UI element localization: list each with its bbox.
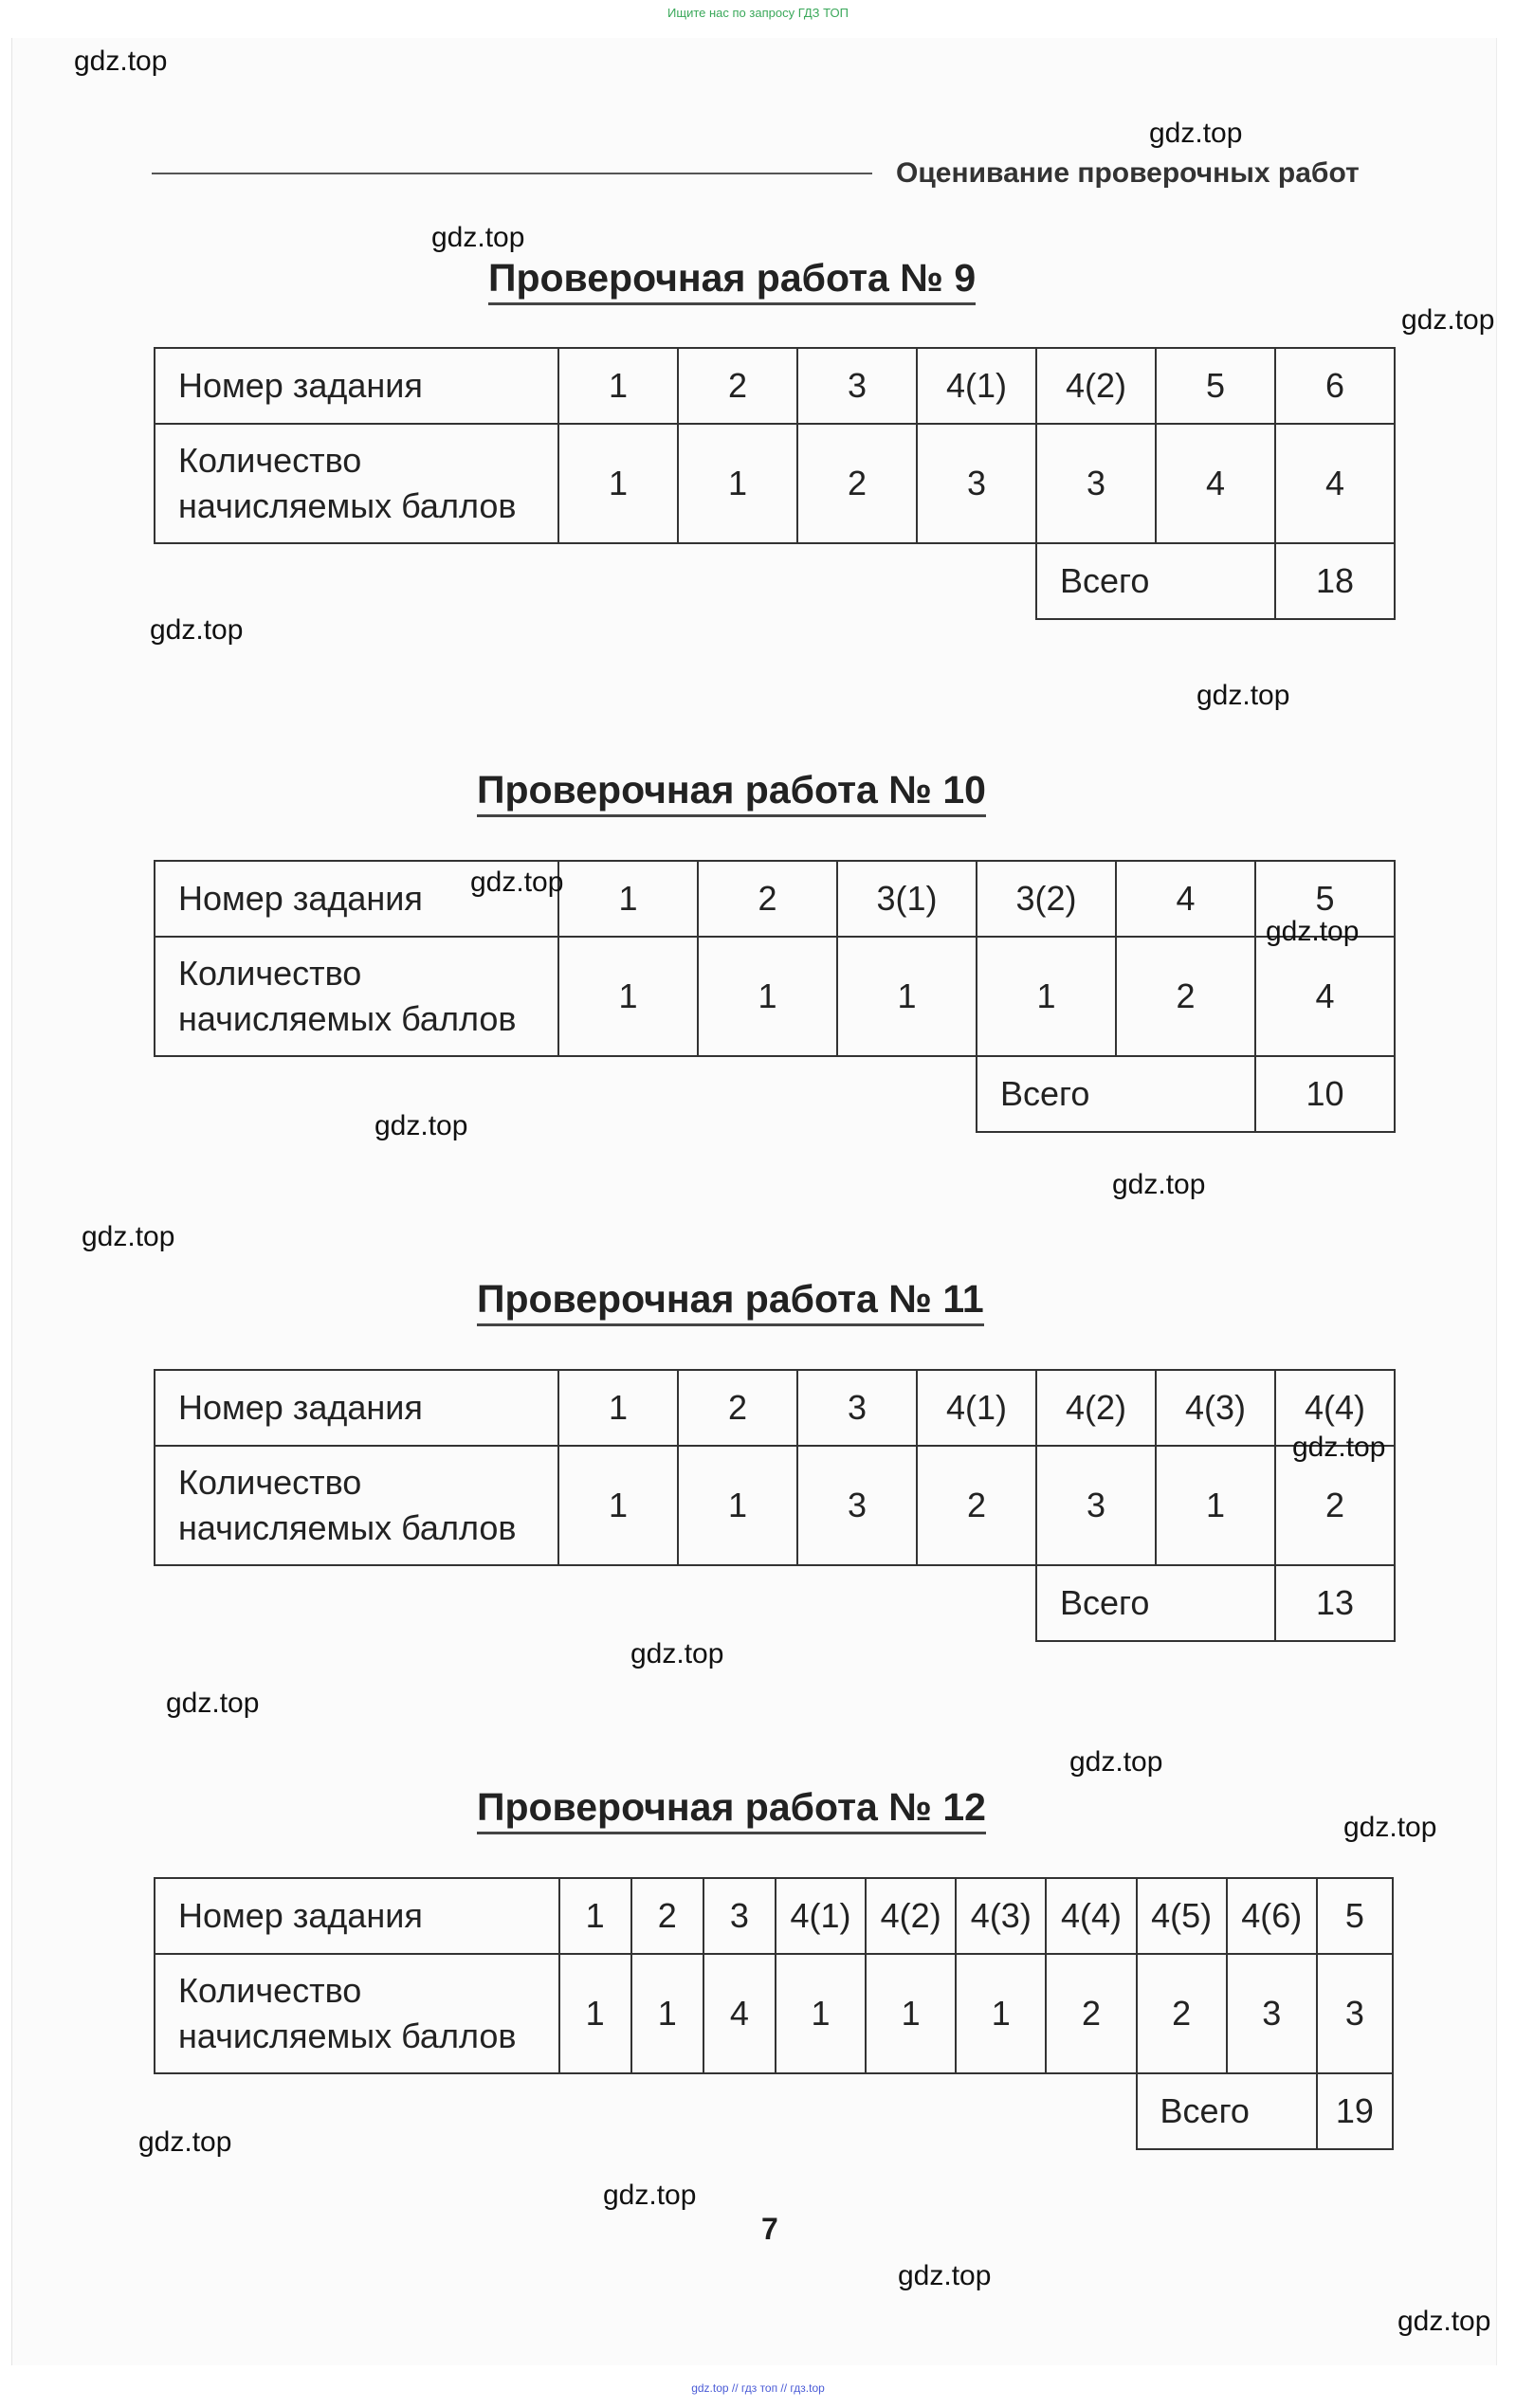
task-cell: 5	[1156, 348, 1275, 424]
top-banner: Ищите нас по запросу ГДЗ ТОП	[667, 6, 849, 20]
task-cell: 4	[1116, 861, 1255, 937]
points-cell: 3	[797, 1446, 917, 1565]
task-cell: 4(1)	[917, 348, 1036, 424]
task-cell: 4(2)	[1036, 348, 1156, 424]
task-row	[155, 1370, 1395, 1446]
task-row	[155, 1878, 1393, 1954]
task-cell: 4(2)	[1036, 1370, 1156, 1446]
total-label: Всего	[1137, 2073, 1317, 2149]
total-value: 13	[1275, 1565, 1395, 1641]
points-row	[155, 1446, 1395, 1565]
points-cell: 1	[558, 937, 698, 1056]
work-12-table	[154, 1877, 1394, 2150]
points-label-line2: начисляемых баллов	[178, 2016, 517, 2055]
points-cell: 4	[703, 1954, 776, 2073]
task-row	[155, 861, 1395, 937]
total-row	[155, 1565, 1395, 1641]
points-cell: 1	[776, 1954, 866, 2073]
task-cell: 5	[1255, 861, 1395, 937]
points-cell: 1	[678, 424, 797, 543]
task-cell: 3	[703, 1878, 776, 1954]
task-cell: 3	[797, 1370, 917, 1446]
total-label: Всего	[1036, 543, 1275, 619]
points-cell: 2	[1046, 1954, 1136, 2073]
points-cell: 2	[1137, 1954, 1227, 2073]
task-cell: 1	[558, 348, 678, 424]
points-cell: 1	[698, 937, 837, 1056]
watermark-text: gdz.top	[1292, 1432, 1386, 1463]
watermark-text: gdz.top	[1196, 680, 1290, 711]
watermark-text: gdz.top	[82, 1221, 175, 1252]
watermark-text: gdz.top	[470, 867, 564, 898]
points-cell: 1	[558, 424, 678, 543]
total-row	[155, 543, 1395, 619]
work-9-table	[154, 347, 1396, 620]
watermark-text: gdz.top	[1401, 304, 1495, 336]
task-row	[155, 348, 1395, 424]
total-row	[155, 1056, 1395, 1132]
task-cell: 4(3)	[956, 1878, 1046, 1954]
watermark-text: gdz.top	[1149, 118, 1243, 149]
task-cell: 4(1)	[776, 1878, 866, 1954]
points-row	[155, 1954, 1393, 2073]
points-cell: 4	[1156, 424, 1275, 543]
task-cell: 4(4)	[1275, 1370, 1395, 1446]
total-value: 10	[1255, 1056, 1395, 1132]
task-cell: 2	[631, 1878, 703, 1954]
watermark-text: gdz.top	[374, 1110, 468, 1141]
points-cell: 2	[797, 424, 917, 543]
watermark-text: gdz.top	[1397, 2306, 1491, 2337]
total-row	[155, 2073, 1393, 2149]
task-cell: 1	[558, 861, 698, 937]
task-row-label: Номер задания	[155, 1370, 558, 1446]
header-title: Оценивание проверочных работ	[896, 157, 1360, 189]
points-cell: 1	[956, 1954, 1046, 2073]
task-cell: 6	[1275, 348, 1395, 424]
page-number: 7	[761, 2212, 778, 2246]
task-cell: 5	[1317, 1878, 1393, 1954]
watermark-text: gdz.top	[898, 2260, 992, 2291]
points-cell: 3	[917, 424, 1036, 543]
task-cell: 4(2)	[866, 1878, 956, 1954]
points-label-line1: Количество	[178, 954, 362, 993]
points-cell: 2	[917, 1446, 1036, 1565]
total-value: 19	[1317, 2073, 1393, 2149]
points-cell: 1	[837, 937, 977, 1056]
watermark-text: gdz.top	[1112, 1169, 1206, 1200]
work-11-table	[154, 1369, 1396, 1642]
task-cell: 4(3)	[1156, 1370, 1275, 1446]
points-label-line2: начисляемых баллов	[178, 486, 517, 525]
task-cell: 1	[559, 1878, 631, 1954]
task-cell: 1	[558, 1370, 678, 1446]
points-row-label	[155, 937, 558, 1056]
task-cell: 4(1)	[917, 1370, 1036, 1446]
points-row-label	[155, 424, 558, 543]
bottom-banner: gdz.top // гдз топ // гдз.top	[691, 2381, 825, 2395]
points-cell: 1	[678, 1446, 797, 1565]
work-11-title: Проверочная работа № 11	[477, 1277, 984, 1326]
watermark-text: gdz.top	[1343, 1812, 1437, 1843]
watermark-text: gdz.top	[166, 1687, 260, 1719]
points-row	[155, 424, 1395, 543]
watermark-text: gdz.top	[1069, 1746, 1163, 1778]
total-value: 18	[1275, 543, 1395, 619]
task-row-label: Номер задания	[155, 348, 558, 424]
task-cell: 2	[698, 861, 837, 937]
points-cell: 1	[559, 1954, 631, 2073]
watermark-text: gdz.top	[150, 614, 244, 646]
points-cell: 1	[558, 1446, 678, 1565]
work-10-title: Проверочная работа № 10	[477, 768, 986, 817]
points-label-line1: Количество	[178, 1463, 362, 1502]
points-cell: 3	[1227, 1954, 1317, 2073]
task-cell: 4(5)	[1137, 1878, 1227, 1954]
task-cell: 3	[797, 348, 917, 424]
points-cell: 2	[1275, 1446, 1395, 1565]
points-row	[155, 937, 1395, 1056]
points-cell: 4	[1275, 424, 1395, 543]
task-cell: 2	[678, 1370, 797, 1446]
work-10-table	[154, 860, 1396, 1133]
total-label: Всего	[977, 1056, 1255, 1132]
points-cell: 4	[1255, 937, 1395, 1056]
task-cell: 3(1)	[837, 861, 977, 937]
points-cell: 2	[1116, 937, 1255, 1056]
points-cell: 1	[631, 1954, 703, 2073]
points-row-label	[155, 1954, 559, 2073]
watermark-text: gdz.top	[1266, 916, 1360, 947]
points-cell: 1	[1156, 1446, 1275, 1565]
points-cell: 3	[1317, 1954, 1393, 2073]
points-label-line1: Количество	[178, 441, 362, 480]
points-label-line1: Количество	[178, 1971, 362, 2010]
points-row-label	[155, 1446, 558, 1565]
work-12-title: Проверочная работа № 12	[477, 1785, 986, 1834]
task-cell: 4(6)	[1227, 1878, 1317, 1954]
points-cell: 1	[977, 937, 1116, 1056]
task-cell: 2	[678, 348, 797, 424]
work-9-title: Проверочная работа № 9	[488, 256, 976, 305]
points-label-line2: начисляемых баллов	[178, 999, 517, 1038]
points-label-line2: начисляемых баллов	[178, 1508, 517, 1547]
total-label: Всего	[1036, 1565, 1275, 1641]
header-rule	[152, 173, 872, 174]
points-cell: 1	[866, 1954, 956, 2073]
points-cell: 3	[1036, 424, 1156, 543]
task-row-label: Номер задания	[155, 1878, 559, 1954]
task-row-label: Номер задания	[155, 861, 558, 937]
task-cell: 4(4)	[1046, 1878, 1136, 1954]
watermark-text: gdz.top	[74, 46, 168, 77]
points-cell: 3	[1036, 1446, 1156, 1565]
task-cell: 3(2)	[977, 861, 1116, 937]
watermark-text: gdz.top	[630, 1638, 724, 1669]
watermark-text: gdz.top	[603, 2180, 697, 2211]
watermark-text: gdz.top	[138, 2126, 232, 2158]
watermark-text: gdz.top	[431, 222, 525, 253]
